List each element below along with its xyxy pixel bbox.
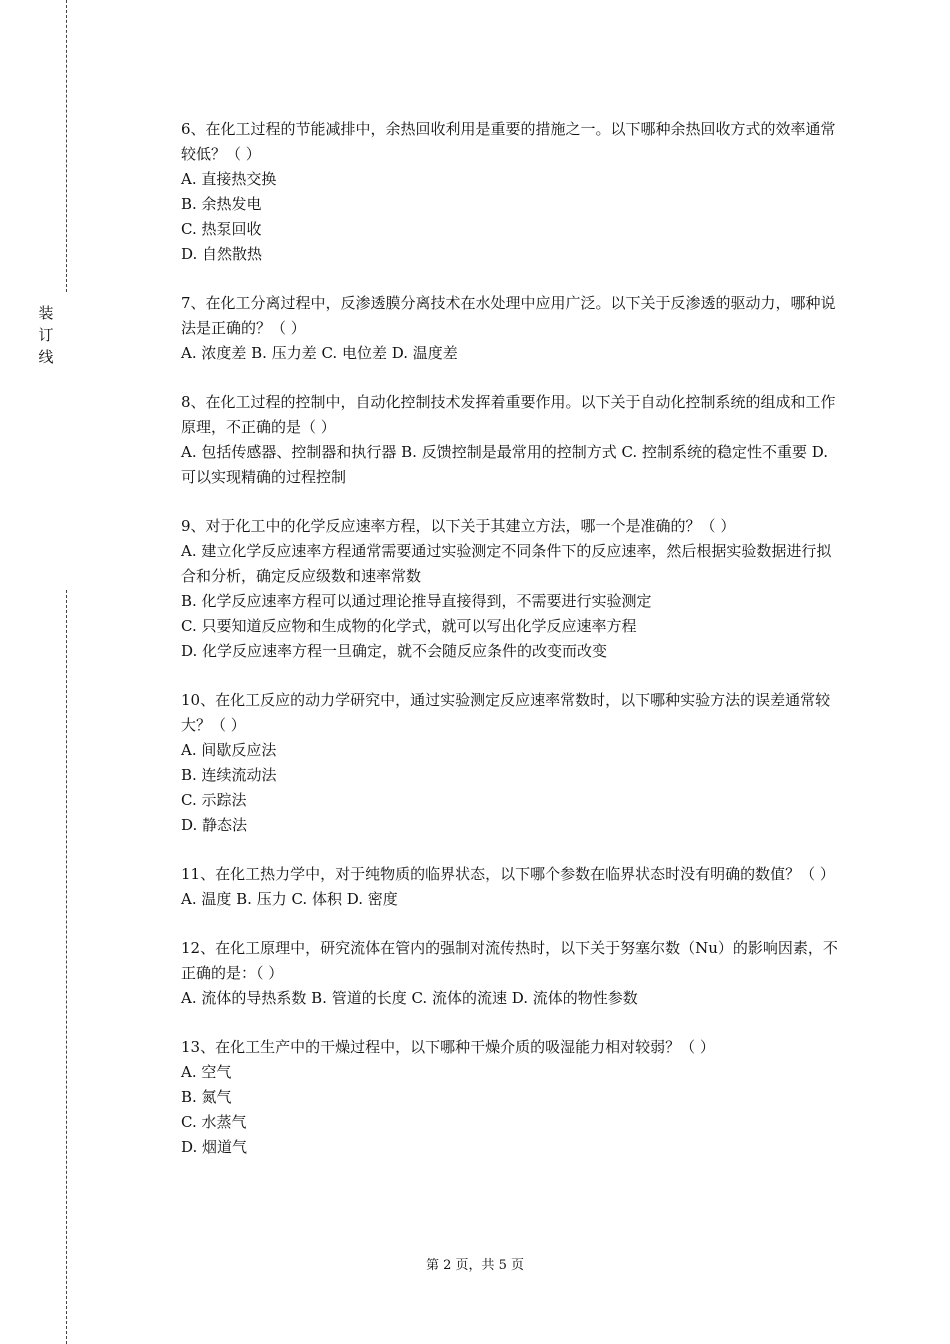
option: B. 化学反应速率方程可以通过理论推导直接得到，不需要进行实验测定 (181, 592, 652, 610)
question-11 (181, 862, 843, 912)
question-9 (181, 514, 843, 664)
question-stem: 9、对于化工中的化学反应速率方程，以下关于其建立方法，哪一个是准确的？（ ） (181, 517, 736, 535)
option: C. 只要知道反应物和生成物的化学式，就可以写出化学反应速率方程 (181, 617, 637, 635)
option: D. 自然散热 (181, 245, 263, 263)
question-stem: 13、在化工生产中的干燥过程中，以下哪种干燥介质的吸湿能力相对较弱？（ ） (181, 1038, 715, 1056)
question-6 (181, 117, 843, 267)
question-stem: 7、在化工分离过程中，反渗透膜分离技术在水处理中应用广泛。以下关于反渗透的驱动力，哪种说法是正确的？（ ） (181, 294, 836, 337)
option: A. 包括传感器、控制器和执行器 B. 反馈控制是最常用的控制方式 C. 控制系统的稳定性不重要 D. 可以实现精确的过程控制 (181, 443, 828, 486)
option: A. 空气 (181, 1063, 232, 1081)
option: A. 温度 B. 压力 C. 体积 D. 密度 (181, 890, 398, 908)
question-stem: 11、在化工热力学中，对于纯物质的临界状态，以下哪个参数在临界状态时没有明确的数值？（ ） (181, 865, 835, 883)
option: C. 水蒸气 (181, 1113, 247, 1131)
binding-line-bottom (66, 590, 67, 1344)
option: B. 氮气 (181, 1088, 232, 1106)
option: A. 直接热交换 (181, 170, 277, 188)
question-stem: 12、在化工原理中，研究流体在管内的强制对流传热时，以下关于努塞尔数（Nu）的影响因素，不正确的是：（ ） (181, 939, 838, 982)
question-list (181, 117, 843, 1184)
question-stem: 6、在化工过程的节能减排中，余热回收利用是重要的措施之一。以下哪种余热回收方式的效率通常较低？（ ） (181, 120, 836, 163)
option: C. 热泵回收 (181, 220, 262, 238)
option: A. 浓度差 B. 压力差 C. 电位差 D. 温度差 (181, 344, 458, 362)
question-13 (181, 1035, 843, 1160)
question-12 (181, 936, 843, 1011)
question-stem: 8、在化工过程的控制中，自动化控制技术发挥着重要作用。以下关于自动化控制系统的组成和工作原理，不正确的是（ ） (181, 393, 836, 436)
option: D. 静态法 (181, 816, 248, 834)
option: A. 间歇反应法 (181, 741, 277, 759)
option: A. 流体的导热系数 B. 管道的长度 C. 流体的流速 D. 流体的物性参数 (181, 989, 638, 1007)
option: B. 余热发电 (181, 195, 262, 213)
binding-label: 装订线 (38, 304, 54, 366)
question-7 (181, 291, 843, 366)
binding-line-top (66, 0, 67, 292)
option: D. 烟道气 (181, 1138, 248, 1156)
option: A. 建立化学反应速率方程通常需要通过实验测定不同条件下的反应速率，然后根据实验数据进行拟合和分析，确定反应级数和速率常数 (181, 542, 832, 585)
question-stem: 10、在化工反应的动力学研究中，通过实验测定反应速率常数时，以下哪种实验方法的误差通常较大？（ ） (181, 691, 831, 734)
option: B. 连续流动法 (181, 766, 277, 784)
option: C. 示踪法 (181, 791, 247, 809)
question-8 (181, 390, 843, 490)
question-10 (181, 688, 843, 838)
option: D. 化学反应速率方程一旦确定，就不会随反应条件的改变而改变 (181, 642, 608, 660)
page-number: 第 2 页，共 5 页 (425, 1258, 525, 1273)
